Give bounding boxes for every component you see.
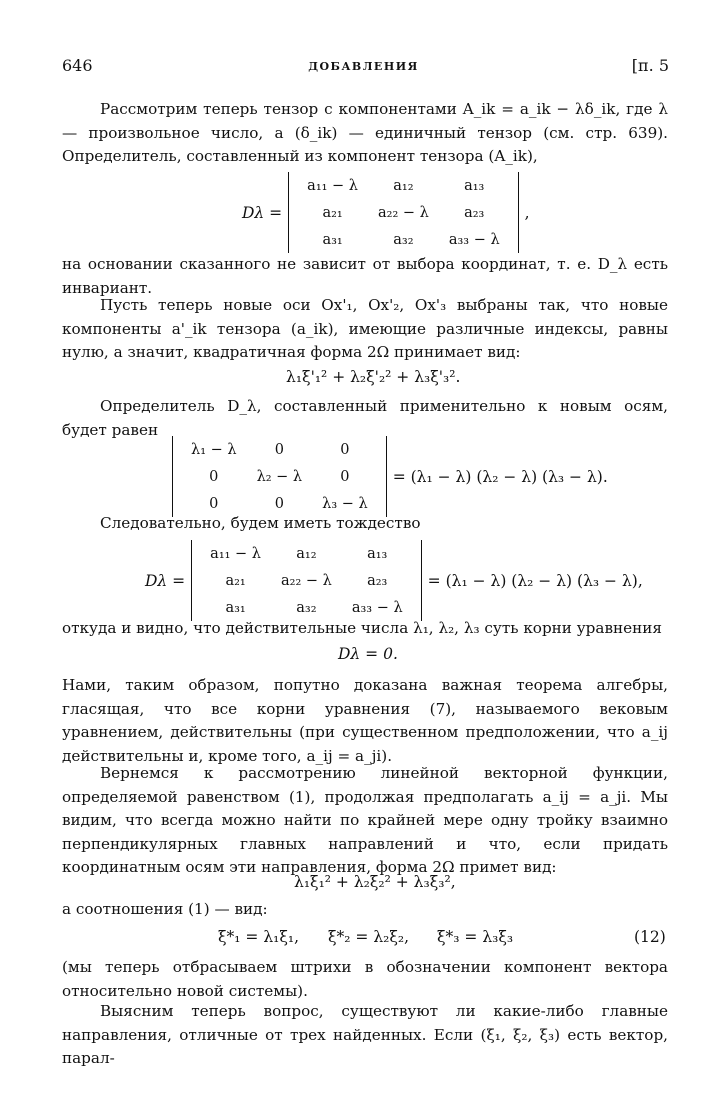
diag-cell: 0 bbox=[274, 441, 284, 458]
identity-matrix bbox=[191, 540, 421, 621]
quadratic-form-primed: λ₁ξ'₁² + λ₂ξ'₂² + λ₃ξ'₃². bbox=[286, 368, 461, 386]
paragraph-6: откуда и видно, что действительные числа λ₁, λ₂, λ₃ суть корни уравнения bbox=[62, 619, 662, 637]
det-cell: a₁₂ bbox=[393, 177, 414, 194]
det-label: Dλ = bbox=[242, 203, 283, 222]
det-cell: a₁₁ − λ bbox=[307, 177, 358, 194]
identity-cell: a₃₂ bbox=[296, 599, 317, 616]
relation-3: ξ*₃ = λ₃ξ₃ bbox=[437, 928, 514, 946]
det-table bbox=[297, 172, 509, 253]
det-cell: a₂₁ bbox=[322, 204, 343, 221]
diag-row bbox=[181, 463, 378, 490]
det-cell: a₃₁ bbox=[322, 231, 343, 248]
diag-cell: λ₃ − λ bbox=[322, 495, 368, 512]
identity-label: Dλ = bbox=[145, 571, 186, 590]
det-cell: a₃₃ − λ bbox=[448, 231, 500, 248]
paragraph-2: на основании сказанного не зависит от выбора координат, т. е. D_λ есть инвариант. bbox=[62, 255, 668, 297]
det-cell: a₃₂ bbox=[393, 231, 414, 248]
diag-cell: 0 bbox=[209, 468, 219, 485]
determinant-equation bbox=[242, 172, 530, 253]
paragraph-7: Нами, таким образом, попутно доказана важная теорема алгебры, гласящая, что все корни уравнения (7), называемого вековым уравнением, действительны (при существенном предположении, что a_ij действительны и, кроме того, a_ij = a_ji). bbox=[62, 676, 668, 765]
diag-cell: λ₂ − λ bbox=[256, 468, 303, 485]
identity-row bbox=[200, 540, 412, 567]
relation-1: ξ*₁ = λ₁ξ₁, bbox=[218, 928, 300, 946]
identity-cell: a₁₃ bbox=[367, 545, 388, 562]
det-row bbox=[297, 199, 509, 226]
identity-equation bbox=[145, 540, 643, 621]
identity-cell: a₁₂ bbox=[296, 545, 317, 562]
identity-rhs: = (λ₁ − λ) (λ₂ − λ) (λ₃ − λ), bbox=[427, 571, 643, 590]
identity-cell: a₂₂ − λ bbox=[281, 572, 332, 589]
paragraph-9: а соотношения (1) — вид: bbox=[62, 900, 268, 918]
diagonal-determinant-equation bbox=[172, 436, 608, 517]
det-cell: a₂₂ − λ bbox=[378, 204, 429, 221]
identity-cell: a₂₃ bbox=[367, 572, 388, 589]
determinant-matrix bbox=[288, 172, 518, 253]
paragraph-4: Определитель D_λ, составленный применительно к новым осям, будет равен bbox=[62, 397, 668, 439]
det-cell: a₁₃ bbox=[464, 177, 485, 194]
equation-number: (12) bbox=[634, 928, 666, 946]
identity-cell: a₂₁ bbox=[225, 572, 246, 589]
identity-cell: a₃₃ − λ bbox=[351, 599, 403, 616]
det-row bbox=[297, 226, 509, 253]
section-marker: [п. 5 bbox=[631, 56, 669, 75]
diag-cell: 0 bbox=[274, 495, 284, 512]
identity-table bbox=[200, 540, 412, 621]
quadratic-form: λ₁ξ₁² + λ₂ξ₂² + λ₃ξ₃², bbox=[294, 873, 456, 891]
identity-cell: a₃₁ bbox=[225, 599, 246, 616]
det-cell: a₂₃ bbox=[464, 204, 485, 221]
paragraph-1: Рассмотрим теперь тензор с компонентами A_ik = a_ik − λδ_ik, где λ — произвольное число, а (δ_ik) — единичный тензор (см. стр. 639). Определитель, составленный из компонент тензора (A_ik), bbox=[62, 100, 668, 165]
diagonal-matrix bbox=[172, 436, 387, 517]
characteristic-equation: Dλ = 0. bbox=[338, 645, 398, 663]
diag-cell: 0 bbox=[340, 441, 350, 458]
det-tail: , bbox=[524, 203, 530, 222]
relation-2: ξ*₂ = λ₂ξ₂, bbox=[328, 928, 410, 946]
page-number: 646 bbox=[62, 56, 93, 75]
diag-row bbox=[181, 436, 378, 463]
identity-cell: a₁₁ − λ bbox=[210, 545, 261, 562]
diag-cell: 0 bbox=[340, 468, 350, 485]
running-title: ДОБАВЛЕНИЯ bbox=[308, 60, 419, 73]
det-row bbox=[297, 172, 509, 199]
paragraph-3: Пусть теперь новые оси Ox'₁, Ox'₂, Ox'₃ выбраны так, что новые компоненты a'_ik тензора (a_ik), имеющие различные индексы, равны нулю, а значит, квадратичная форма 2Ω принимает вид: bbox=[62, 296, 668, 361]
paragraph-5: Следовательно, будем иметь тождество bbox=[100, 514, 421, 532]
diag-cell: λ₁ − λ bbox=[191, 441, 237, 458]
identity-row bbox=[200, 567, 412, 594]
paragraph-10: (мы теперь отбрасываем штрихи в обозначении компонент вектора относительно новой системы). bbox=[62, 958, 668, 1000]
paragraph-8: Вернемся к рассмотрению линейной векторной функции, определяемой равенством (1), продолжая предполагать a_ij = a_ji. Мы видим, что всегда можно найти по крайней мере одну тройку взаимно перпендикулярных главных направлений и что, если придать координатным осям эти направления, форма 2Ω примет вид: bbox=[62, 764, 668, 876]
diag-rhs: = (λ₁ − λ) (λ₂ − λ) (λ₃ − λ). bbox=[392, 467, 608, 486]
diag-table bbox=[181, 436, 378, 517]
paragraph-11: Выясним теперь вопрос, существуют ли какие-либо главные направления, отличные от трех найденных. Если (ξ₁, ξ₂, ξ₃) есть вектор, парал- bbox=[62, 1002, 668, 1067]
diag-cell: 0 bbox=[209, 495, 219, 512]
